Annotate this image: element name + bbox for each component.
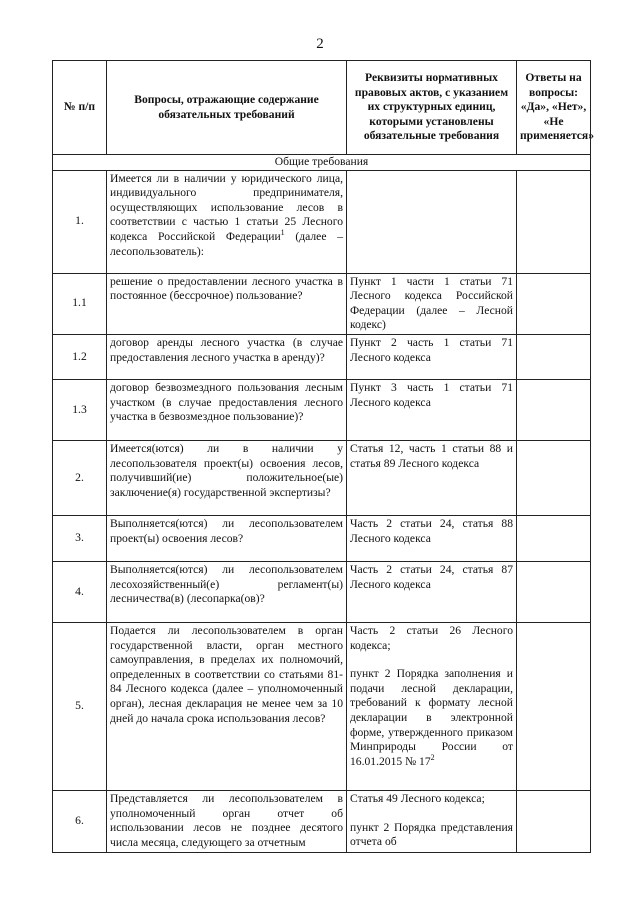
reference-cell: Пункт 3 часть 1 статьи 71 Лесного кодекса	[347, 379, 517, 440]
table-row	[53, 170, 591, 273]
question-tail: (далее – лесопользователь):	[110, 229, 343, 258]
row-number: 1.	[53, 170, 107, 273]
question-cell: договор безвозмездного пользования лесным участком (в случае предоставления лесного участка в безвозмездное пользование)?	[107, 379, 347, 440]
header-num: № п/п	[53, 61, 107, 155]
question-cell: Представляется ли лесопользователем в уполномоченный орган отчет об использовании лесов не позднее десятого числа месяца, следующего за отчетным	[107, 790, 347, 852]
table-row	[53, 440, 591, 515]
section-title: Общие требования	[53, 155, 591, 171]
answer-cell	[517, 273, 591, 334]
answer-cell	[517, 790, 591, 852]
reference-text: Часть 2 статьи 26 Лесного кодекса;	[350, 623, 513, 652]
question-cell: решение о предоставлении лесного участка в постоянное (бессрочное) пользование?	[107, 273, 347, 334]
table-row	[53, 561, 591, 622]
table-row	[53, 622, 591, 790]
question-cell: Выполняется(ются) ли лесопользователем лесохозяйственный(е) регламент(ы) лесничества(в) (лесопарка(ов)?	[107, 561, 347, 622]
footnote-mark: 1	[280, 228, 285, 238]
row-number: 4.	[53, 561, 107, 622]
question-cell	[107, 170, 347, 273]
answer-cell	[517, 561, 591, 622]
reference-cell: Часть 2 статьи 24, статья 87 Лесного кодекса	[347, 561, 517, 622]
reference-cell: Часть 2 статьи 24, статья 88 Лесного кодекса	[347, 515, 517, 561]
header-question: Вопросы, отражающие содержание обязательных требований	[107, 61, 347, 155]
table-header-row	[53, 61, 591, 155]
row-number: 1.2	[53, 334, 107, 379]
row-number: 1.3	[53, 379, 107, 440]
header-reference: Реквизиты нормативных правовых актов, с указанием их структурных единиц, которыми установлены обязательные требования	[347, 61, 517, 155]
question-cell: Имеется(ются) ли в наличии у лесопользователя проект(ы) освоения лесов, получивший(ие) положительное(ые) заключение(я) государственной экспертизы?	[107, 440, 347, 515]
table-row	[53, 379, 591, 440]
question-cell: Подается ли лесопользователем в орган государственной власти, орган местного самоуправления, в пределах их полномочий, определенных в соответствии со статьями 81-84 Лесного кодекса (далее – уполномоченный орган), лесная декларация не менее чем за 10 дней до начала срока использования лесов?	[107, 622, 347, 790]
question-cell: договор аренды лесного участка (в случае предоставления лесного участка в аренду)?	[107, 334, 347, 379]
reference-cell: Статья 12, часть 1 статьи 88 и статья 89 Лесного кодекса	[347, 440, 517, 515]
table-row	[53, 790, 591, 852]
reference-cell: Пункт 2 часть 1 статьи 71 Лесного кодекса	[347, 334, 517, 379]
answer-cell	[517, 515, 591, 561]
table-row	[53, 515, 591, 561]
table-row	[53, 334, 591, 379]
row-number: 6.	[53, 790, 107, 852]
reference-cell	[347, 790, 517, 852]
reference-cell	[347, 622, 517, 790]
answer-cell	[517, 379, 591, 440]
footnote-mark: 2	[430, 752, 435, 762]
reference-text-2: пункт 2 Порядка представления отчета об	[350, 820, 513, 849]
row-number: 3.	[53, 515, 107, 561]
row-number: 1.1	[53, 273, 107, 334]
answer-cell	[517, 170, 591, 273]
answer-cell	[517, 334, 591, 379]
header-answer: Ответы на вопросы: «Да», «Нет», «Не применяется»	[517, 61, 591, 155]
question-text: Имеется ли в наличии у юридического лица, индивидуального предпринимателя, осуществляющих использование лесов в соответствии с частью 1 статьи 25 Лесного кодекса Российской Федерации	[110, 171, 343, 243]
reference-text-2	[350, 667, 513, 769]
requirements-table	[52, 60, 595, 853]
row-number: 2.	[53, 440, 107, 515]
answer-cell	[517, 440, 591, 515]
answer-cell	[517, 622, 591, 790]
reference-cell: Пункт 1 части 1 статьи 71 Лесного кодекса Российской Федерации (далее – Лесной кодекс)	[347, 273, 517, 334]
page-number: 2	[316, 36, 324, 52]
table-row	[53, 273, 591, 334]
reference-text-2-body: пункт 2 Порядка заполнения и подачи лесной декларации, требований к формату лесной декларации в электронной форме, утвержденного приказом Минприроды России от 16.01.2015 № 17	[350, 667, 513, 768]
row-number: 5.	[53, 622, 107, 790]
reference-text: Статья 49 Лесного кодекса;	[350, 791, 485, 805]
section-row	[53, 155, 591, 171]
question-cell: Выполняется(ются) ли лесопользователем проект(ы) освоения лесов?	[107, 515, 347, 561]
reference-cell	[347, 170, 517, 273]
